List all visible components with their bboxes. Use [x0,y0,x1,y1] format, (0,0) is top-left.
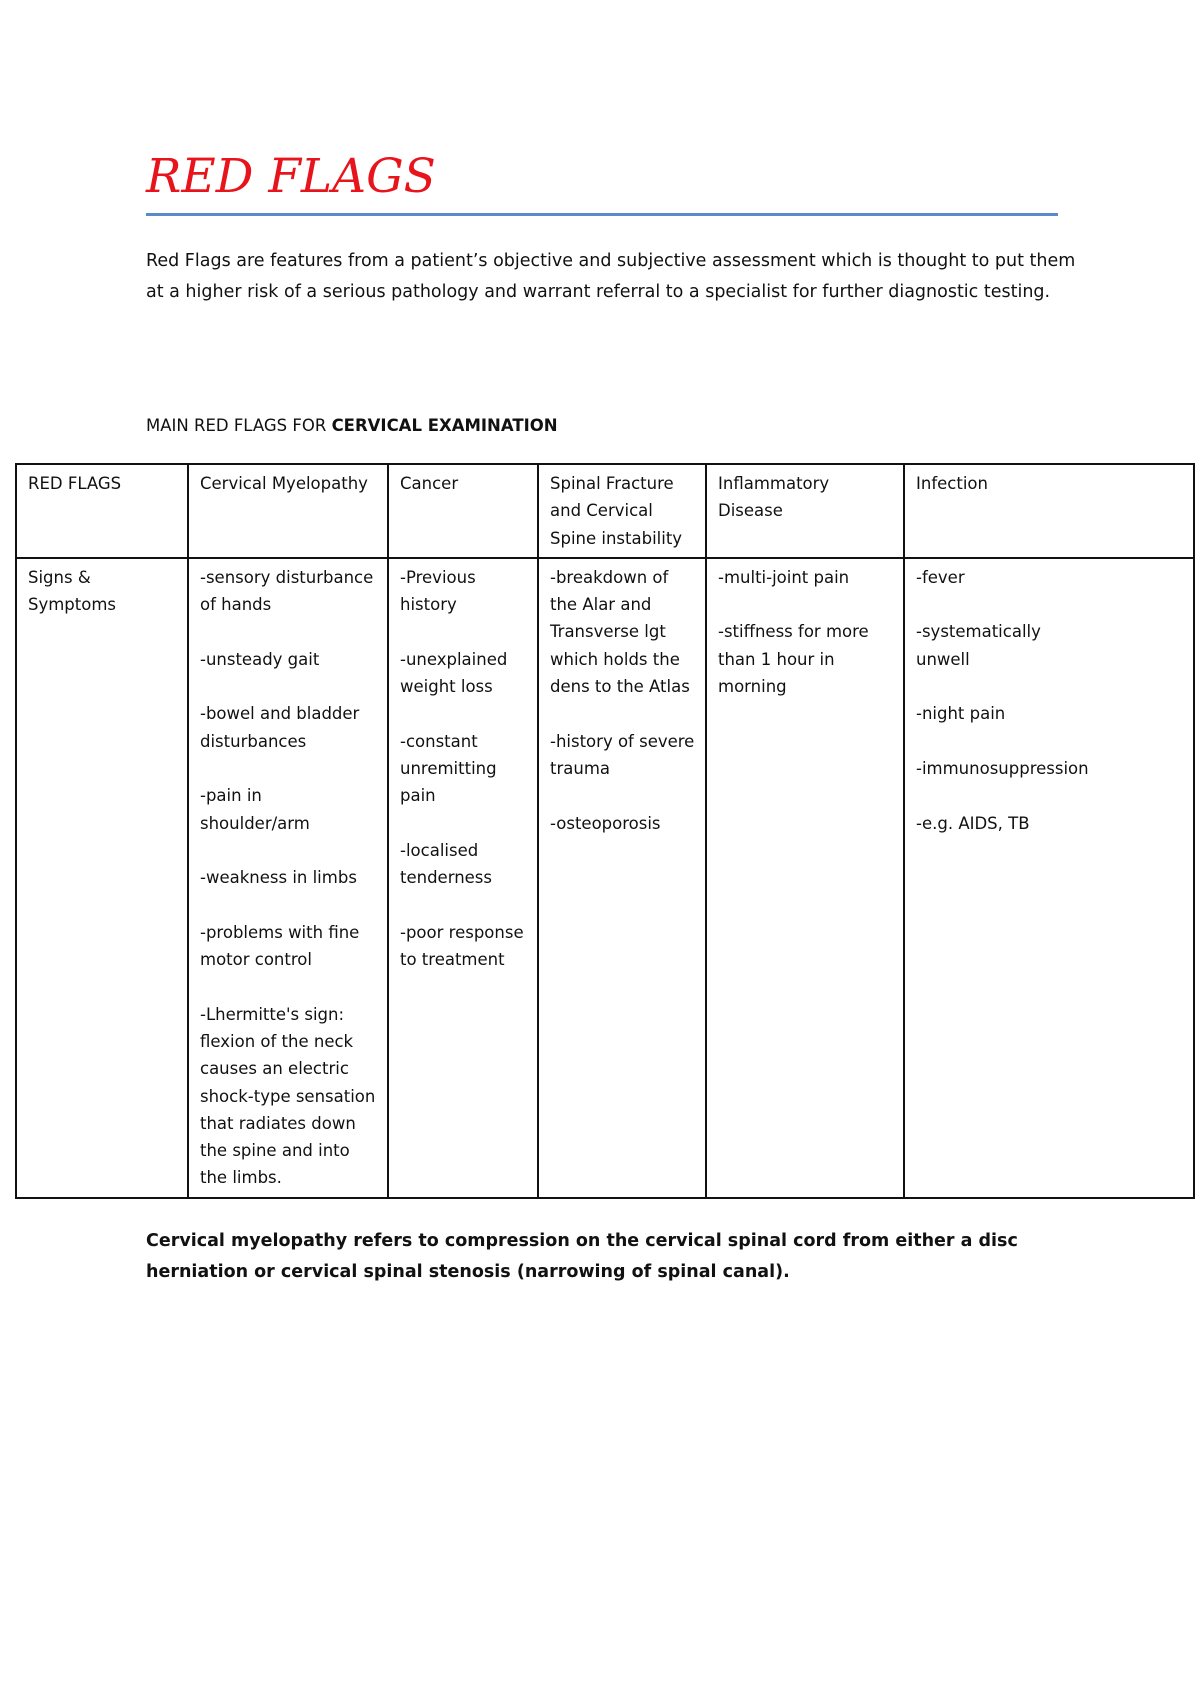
symptom-item: -bowel and bladder disturbances [200,704,360,751]
symptom-item: -problems with fine motor control [200,922,360,970]
header-label: Cancer [400,474,459,493]
symptom-item: -e.g. AIDS, TB [916,813,1030,833]
symptom-item: -poor response to treatment [400,922,524,970]
symptom-item: -unsteady gait [200,649,320,669]
symptom-item: -localised tenderness [400,840,492,888]
header-cell-cancer [388,464,538,558]
symptom-item: -osteoporosis [550,813,661,833]
section-heading [146,414,558,438]
cell-cervical-myelopathy [188,558,388,1198]
table-row-signs-symptoms [16,558,1194,1198]
page-title: RED FLAGS [146,149,436,204]
symptom-item: -weakness in limbs [200,868,357,888]
header-cell-inflammatory-disease [706,464,904,558]
table-header-row [16,464,1194,558]
header-cell-infection [904,464,1194,558]
symptom-item: -systematically unwell [916,622,1041,669]
symptom-item: -Previous history [400,567,476,615]
cell-cancer [388,558,538,1198]
header-label: Inflammatory Disease [718,474,830,521]
header-label: Infection [916,474,988,493]
symptom-item: -night pain [916,704,1006,724]
section-heading-prefix: MAIN RED FLAGS FOR [146,416,332,435]
header-label: RED FLAGS [28,474,122,493]
symptom-item: -unexplained weight loss [400,649,508,697]
symptom-item: -constant unremitting pain [400,731,497,806]
symptom-item: -Lhermitte's sign: flexion of the neck causes an electric shock-type sensation that radiates down the spine and into the limbs. [200,1004,376,1188]
symptom-item: -history of severe trauma [550,731,695,778]
symptom-item: -stiffness for more than 1 hour in morning [718,622,869,697]
row-label-cell [16,558,188,1198]
cell-inflammatory-disease [706,558,904,1198]
section-heading-emphasis: CERVICAL EXAMINATION [331,416,558,435]
header-cell-spinal-fracture [538,464,706,558]
symptom-item: -fever [916,567,965,587]
red-flags-table [15,463,1195,1199]
cell-infection [904,558,1194,1198]
symptom-item: -pain in shoulder/arm [200,786,310,833]
cell-spinal-fracture [538,558,706,1198]
symptom-item: -immunosuppression [916,758,1089,778]
title-underline [146,213,1058,216]
header-cell-red-flags [16,464,188,558]
header-label: Spinal Fracture and Cervical Spine instability [550,474,683,548]
header-cell-cervical-myelopathy [188,464,388,558]
intro-paragraph: Red Flags are features from a patient’s objective and subjective assessment which is thought to put them at a higher risk of a serious pathology and warrant referral to a specialist for further diagnostic testing. [146,251,1076,302]
symptom-item: -breakdown of the Alar and Transverse lgt which holds the dens to the Atlas [550,567,690,697]
symptom-item: -sensory disturbance of hands [200,567,374,615]
row-label: Signs & Symptoms [28,567,117,615]
header-label: Cervical Myelopathy [200,474,368,493]
symptom-item: -multi-joint pain [718,567,850,587]
myelopathy-note: Cervical myelopathy refers to compression on the cervical spinal cord from either a disc herniation or cervical spinal stenosis (narrowing of spinal canal). [146,1231,1018,1282]
